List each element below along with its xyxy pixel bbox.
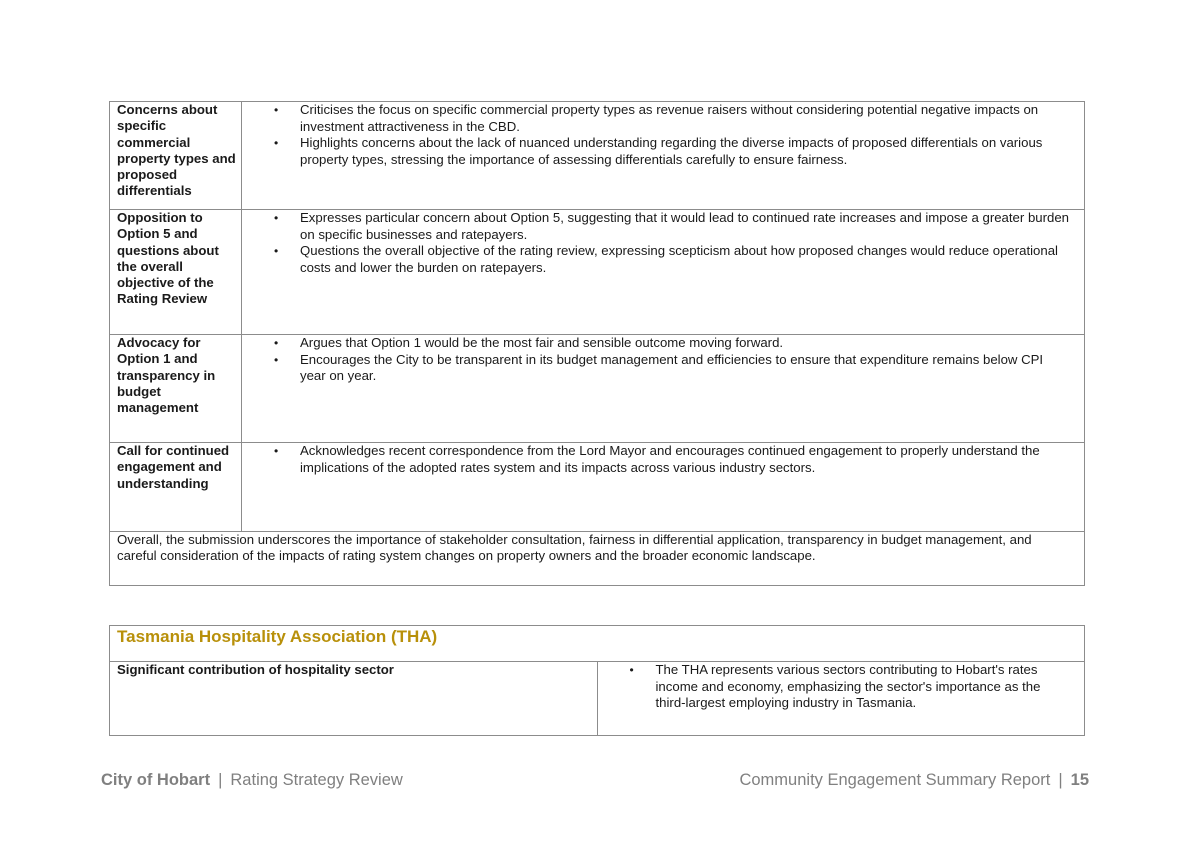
summary-text: Overall, the submission underscores the importance of stakeholder consultation, fairness in differential application, transparency in budget management, and careful consideration of the impacts of rating system changes on property owners and the broader economic landscape. [110, 532, 1085, 586]
tha-table [109, 625, 1085, 736]
row-content [242, 335, 1085, 443]
bullet-item: • Expresses particular concern about Option 5, suggesting that it would lead to continued rate increases and impose a greater burden on specific businesses and ratepayers. [242, 210, 1070, 243]
bullet-list [598, 662, 1085, 712]
table-row [110, 102, 1085, 210]
footer-right [739, 771, 1089, 790]
bullet-item: • Encourages the City to be transparent in its budget management and efficiencies to ensure that expenditure remains below CPI year on year. [242, 352, 1070, 385]
footer-project: Rating Strategy Review [230, 771, 403, 789]
row-label: Call for continued engagement and understanding [110, 443, 242, 532]
row-content [597, 662, 1085, 736]
page-number: 15 [1070, 771, 1089, 789]
footer-divider: | [1058, 771, 1063, 789]
row-label: Opposition to Option 5 and questions about the overall objective of the Rating Review [110, 210, 242, 335]
table-row [110, 335, 1085, 443]
section-heading [110, 626, 1085, 662]
section-heading-text: Tasmania Hospitality Association (THA) [117, 627, 438, 646]
bullet-item: • Acknowledges recent correspondence from the Lord Mayor and encourages continued engagement to properly understand the implications of the adopted rates system and its impacts across various industry sectors. [242, 443, 1070, 476]
bullet-item: • The THA represents various sectors contributing to Hobart's rates income and economy, emphasizing the sector's importance as the third-largest employing industry in Tasmania. [598, 662, 1071, 712]
table-row [110, 662, 1085, 736]
bullet-list [242, 335, 1084, 385]
row-label: Significant contribution of hospitality sector [110, 662, 598, 736]
bullet-list [242, 210, 1084, 276]
bullet-item: • Highlights concerns about the lack of nuanced understanding regarding the diverse impacts of proposed differentials on various property types, stressing the importance of assessing differentials carefully to ensure fairness. [242, 135, 1070, 168]
row-label: Concerns about specific commercial property types and proposed differentials [110, 102, 242, 210]
table-row [110, 210, 1085, 335]
footer-report: Community Engagement Summary Report [739, 771, 1051, 789]
bullet-item: • Questions the overall objective of the rating review, expressing scepticism about how proposed changes would reduce operational costs and lower the burden on ratepayers. [242, 243, 1070, 276]
footer-left [101, 771, 403, 790]
bullet-list [242, 102, 1084, 168]
row-content [242, 443, 1085, 532]
row-content [242, 210, 1085, 335]
feedback-table [109, 101, 1085, 586]
summary-row [110, 532, 1085, 586]
row-content [242, 102, 1085, 210]
footer-org: City of Hobart [101, 771, 211, 789]
bullet-item: • Criticises the focus on specific commercial property types as revenue raisers without considering potential negative impacts on investment attractiveness in the CBD. [242, 102, 1070, 135]
table-row [110, 443, 1085, 532]
footer-divider: | [218, 771, 223, 789]
bullet-list [242, 443, 1084, 476]
section-heading-row [110, 626, 1085, 662]
bullet-item: • Argues that Option 1 would be the most fair and sensible outcome moving forward. [242, 335, 1070, 352]
row-label: Advocacy for Option 1 and transparency in budget management [110, 335, 242, 443]
